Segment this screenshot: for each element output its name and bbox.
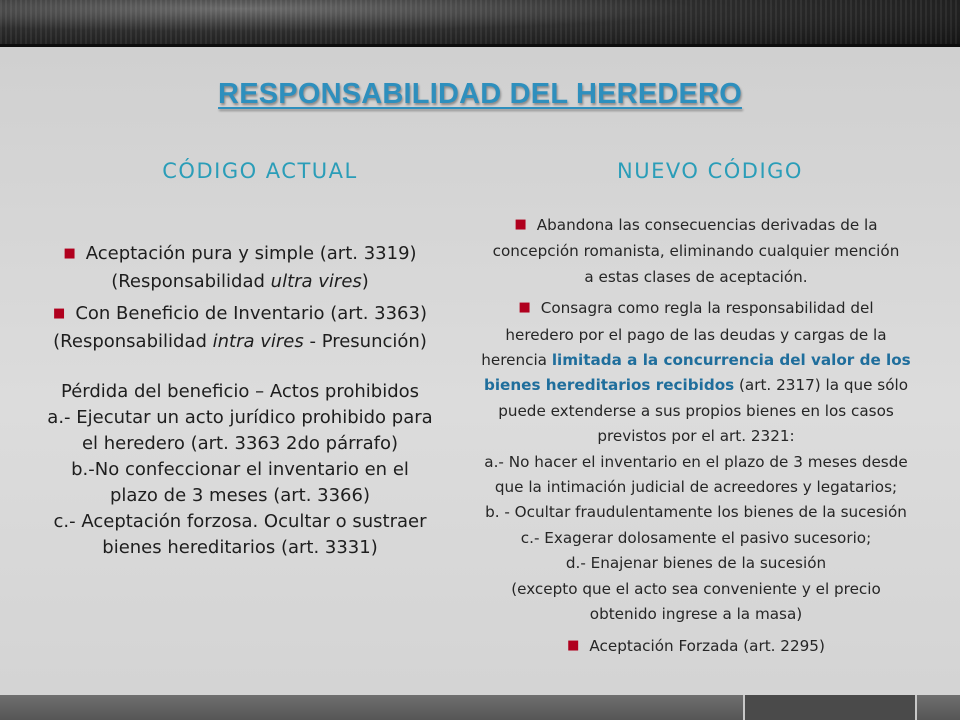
left-item-c-line1: c.- Aceptación forzosa. Ocultar o sustraer: [53, 511, 427, 532]
right-item-a-line2: que la intimación judicial de acreedores y legatarios;: [494, 478, 898, 497]
right-item-d: d.- Enajenar bienes de la sucesión: [565, 554, 827, 573]
right-b1-line1: ■ Abandona las consecuencias derivadas de la: [514, 216, 878, 234]
right-b2-line4: bienes hereditarios recibidos (art. 2317) la que sólo: [483, 376, 908, 395]
square-bullet-icon: ■: [53, 306, 66, 321]
heading-nuevo-codigo: NUEVO CÓDIGO: [617, 159, 803, 183]
left-item-b-line2: plazo de 3 meses (art. 3366): [110, 485, 370, 506]
highlight-text: bienes hereditarios recibidos: [483, 376, 735, 395]
footer-divider: [743, 695, 745, 720]
left-bullet-beneficio-inventario: [20, 301, 460, 329]
square-bullet-icon: ■: [567, 637, 580, 653]
right-item-a-line1: a.- No hacer el inventario en el plazo de 3 meses desde: [484, 452, 908, 471]
left-resp-intra-vires: (Responsabilidad intra vires - Presunción): [53, 331, 427, 352]
footer-strip: [0, 695, 960, 720]
right-b1-line3: a estas clases de aceptación.: [584, 267, 808, 286]
right-b2-line5: puede extenderse a sus propios bienes en los casos: [498, 401, 894, 420]
footer-divider: [915, 695, 917, 720]
right-item-c: c.- Exagerar dolosamente el pasivo sucesorio;: [520, 528, 872, 547]
left-item-a-line2: el heredero (art. 3363 2do párrafo): [81, 433, 399, 454]
right-b2-line2: heredero por el pago de las deudas y cargas de la: [505, 325, 887, 344]
right-item-b: b. - Ocultar fraudulentamente los bienes de la sucesión: [485, 503, 907, 522]
right-b1-line2: concepción romanista, eliminando cualquier mención: [492, 242, 900, 261]
left-perdida-title: Pérdida del beneficio – Actos prohibidos: [60, 381, 420, 402]
bullet-text: Aceptación pura y simple (art. 3319): [85, 243, 417, 264]
bullet-text: Con Beneficio de Inventario (art. 3363): [75, 303, 427, 324]
right-item-d-note2: obtenido ingrese a la masa): [589, 605, 803, 624]
slide-title: RESPONSABILIDAD DEL HEREDERO: [218, 78, 742, 110]
left-item-c-line2: bienes hereditarios (art. 3331): [102, 537, 378, 558]
right-b2-line6: previstos por el art. 2321:: [597, 427, 795, 446]
right-b2-line3: herencia limitada a la concurrencia del valor de los: [481, 351, 911, 370]
left-column: [20, 241, 460, 561]
right-column: [452, 213, 940, 660]
right-item-d-note1: (excepto que el acto sea conveniente y el precio: [511, 579, 881, 598]
header-banner-image: [0, 0, 960, 47]
square-bullet-icon: ■: [63, 246, 76, 261]
right-b3: ■ Aceptación Forzada (art. 2295): [567, 636, 825, 655]
highlight-text: limitada a la concurrencia del valor de los: [551, 351, 911, 370]
right-b2-line1: ■ Consagra como regla la responsabilidad del: [518, 299, 874, 318]
left-item-b-line1: b.-No confeccionar el inventario en el: [71, 459, 409, 480]
heading-codigo-actual: CÓDIGO ACTUAL: [162, 159, 358, 183]
left-item-a-line1: a.- Ejecutar un acto jurídico prohibido para: [47, 407, 433, 428]
square-bullet-icon: ■: [518, 300, 531, 316]
left-resp-ultra-vires: (Responsabilidad ultra vires): [111, 271, 369, 292]
square-bullet-icon: ■: [514, 217, 527, 232]
left-bullet-pura-simple: [20, 241, 460, 269]
footer-segment: [745, 695, 915, 720]
